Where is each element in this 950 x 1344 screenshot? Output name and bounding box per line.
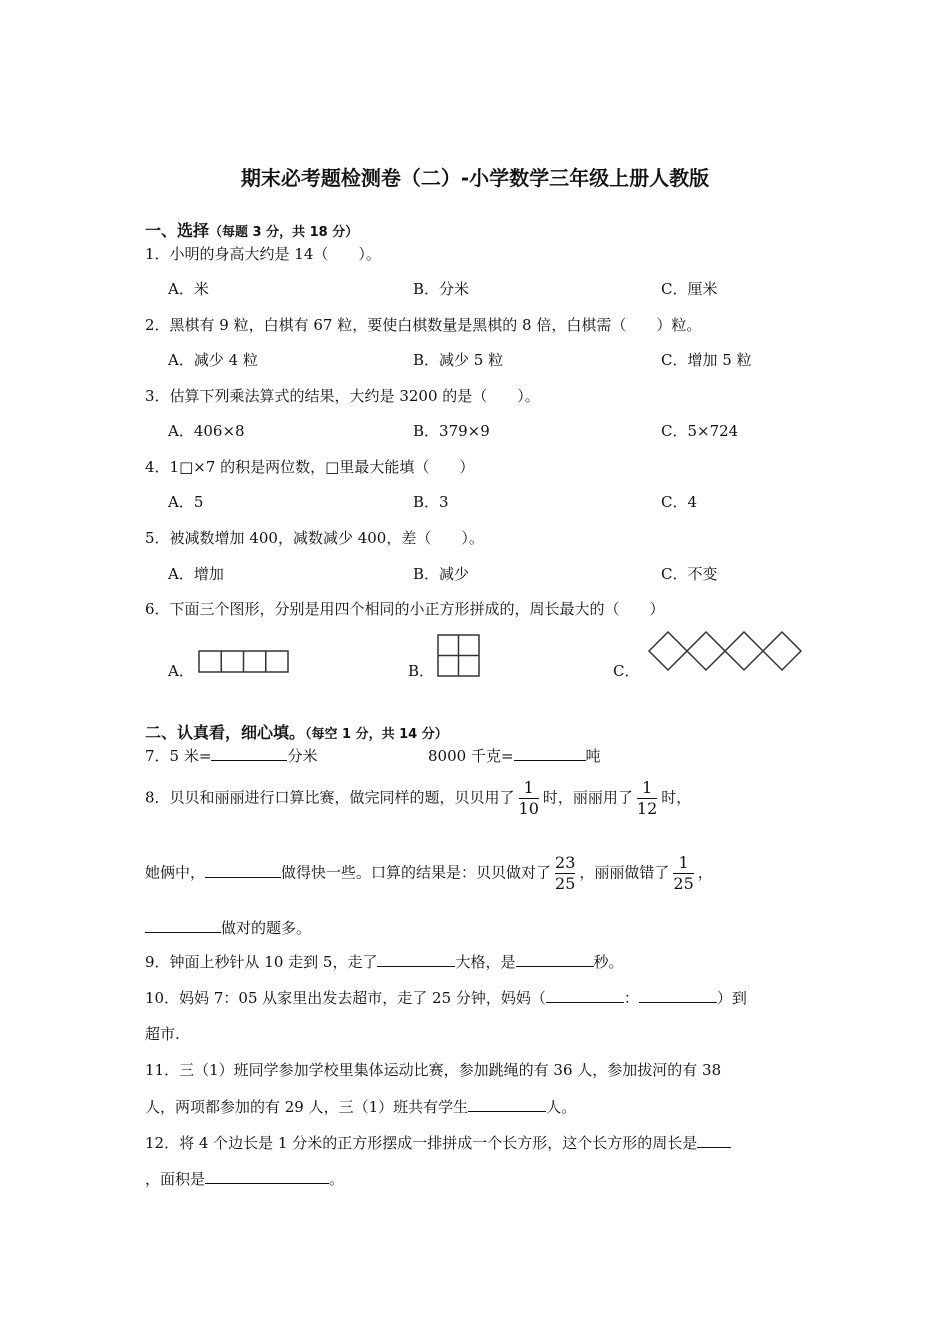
question-12-line-2 [145,1168,344,1189]
answer-blank[interactable] [546,988,624,1003]
section-1-title: 一、选择 [145,221,210,240]
section-1-note: （每题 3 分，共 18 分） [209,225,359,240]
question-3-option-c[interactable]: C．5×724 [661,422,739,440]
question-10-text: ： [623,989,639,1007]
fraction-denominator: 12 [636,799,658,818]
answer-blank[interactable] [205,863,281,878]
question-10-line-1 [145,987,747,1008]
question-2-option-a[interactable]: A．减少 4 粒 [168,351,258,369]
question-11-line-2 [145,1096,576,1117]
question-5-option-c[interactable]: C．不变 [661,565,718,583]
question-9-text: 9．钟面上秒针从 10 走到 5，走了 [145,953,378,971]
question-2-stem: 2．黑棋有 9 粒，白棋有 67 粒，要使白棋数量是黑棋的 8 倍，白棋需（ ）粒。 [145,316,702,334]
question-9-text: 大格，是 [455,953,516,971]
section-2-title: 二、认真看，细心填。 [145,723,306,742]
question-5-stem: 5．被减数增加 400，减数减少 400，差（ ）。 [145,529,484,547]
four-squares-row-figure [198,650,290,674]
fraction-one-tenth [519,778,539,819]
answer-blank[interactable] [697,1133,731,1148]
question-3-option-b[interactable]: B．379×9 [413,422,490,440]
question-5-option-b[interactable]: B．减少 [413,565,470,583]
question-2-option-b[interactable]: B．减少 5 粒 [413,351,504,369]
question-12-text: 12．将 4 个边长是 1 分米的正方形摆成一排拼成一个长方形，这个长方形的周长是 [145,1134,698,1152]
question-6-option-c[interactable]: C． [613,662,640,680]
question-1-option-c[interactable]: C．厘米 [661,280,718,298]
fraction-numerator: 1 [523,778,534,797]
answer-blank[interactable] [516,952,594,967]
question-6-option-a[interactable]: A． [168,662,194,680]
question-10-text: ）到 [716,989,747,1007]
question-8-text: ， [697,863,713,882]
question-8-text: ，丽丽做错了 [579,863,670,882]
question-12-text: ，面积是 [145,1170,206,1188]
question-8-line-1 [145,778,691,819]
question-9-text: 秒。 [593,953,624,971]
question-8-text: 做得快一些。口算的结果是：贝贝做对了 [281,863,552,882]
question-6-stem: 6．下面三个图形，分别是用四个相同的小正方形拼成的，周长最大的（ ） [145,600,665,618]
two-by-two-squares-figure [437,634,481,678]
question-4-stem: 4．1□×7 的积是两位数，□里最大能填（ ） [145,458,475,476]
answer-blank[interactable] [639,988,717,1003]
question-11-text: 人。 [546,1098,577,1116]
question-3-option-a[interactable]: A．406×8 [168,422,245,440]
question-8-line-2 [145,853,713,894]
answer-blank[interactable] [211,746,287,761]
answer-blank[interactable] [145,918,221,933]
question-3-stem: 3．估算下列乘法算式的结果，大约是 3200 的是（ ）。 [145,387,540,405]
section-1-heading [145,218,358,241]
question-11-line-1: 11．三（1）班同学参加学校里集体运动比赛，参加跳绳的有 36 人，参加拔河的有 38 [145,1061,722,1079]
question-5-option-a[interactable]: A．增加 [168,565,224,583]
question-7-part-2 [428,745,601,766]
question-9 [145,951,624,972]
answer-blank[interactable] [205,1169,329,1184]
question-6-option-b[interactable]: B． [408,662,435,680]
question-11-text: 人，两项都参加的有 29 人，三（1）班共有学生 [145,1098,469,1116]
question-1-option-a[interactable]: A．米 [168,280,209,298]
question-7-unit-2: 吨 [585,747,601,765]
question-12-line-1 [145,1132,731,1153]
question-10-text: 10．妈妈 7：05 从家里出发去超市，走了 25 分钟，妈妈（ [145,989,546,1007]
fraction-numerator: 1 [678,853,689,872]
answer-blank[interactable] [514,746,586,761]
question-2-option-c[interactable]: C．增加 5 粒 [661,351,752,369]
question-8-text: 时， [661,788,692,807]
question-7-text: 7．5 米= [145,747,212,765]
question-1-option-b[interactable]: B．分米 [413,280,470,298]
question-7-text-2: 8000 千克= [428,747,514,765]
fraction-denominator: 10 [518,799,539,818]
fraction-one-twelfth [637,778,657,819]
fraction-twenty-three-twenty-fifths [555,853,575,894]
answer-blank[interactable] [377,952,455,967]
question-8-line-3 [145,917,311,938]
fraction-numerator: 1 [642,778,653,797]
question-1-stem: 1．小明的身高大约是 14（ ）。 [145,245,381,263]
four-diamonds-row-figure [646,628,802,674]
question-12-text: 。 [329,1170,345,1188]
question-8-text: 她俩中， [145,863,206,882]
question-8-text: 8．贝贝和丽丽进行口算比赛，做完同样的题，贝贝用了 [145,788,515,807]
fraction-denominator: 25 [555,874,576,893]
question-7 [145,745,317,766]
answer-blank[interactable] [468,1097,546,1112]
question-4-option-b[interactable]: B．3 [413,493,449,511]
fraction-denominator: 25 [673,874,694,893]
question-7-unit: 分米 [287,747,318,765]
fraction-one-twenty-fifth [673,853,693,894]
question-4-option-a[interactable]: A．5 [168,493,204,511]
section-2-note: （每空 1 分，共 14 分） [305,727,448,742]
question-4-option-c[interactable]: C．4 [661,493,698,511]
section-2-heading [145,720,448,743]
question-8-text: 时，丽丽用了 [542,788,633,807]
question-10-line-2: 超市. [145,1025,180,1043]
page-title: 期末必考题检测卷（二）-小学数学三年级上册人教版 [240,166,710,190]
fraction-numerator: 23 [555,853,576,872]
question-8-text: 做对的题多。 [221,919,312,937]
